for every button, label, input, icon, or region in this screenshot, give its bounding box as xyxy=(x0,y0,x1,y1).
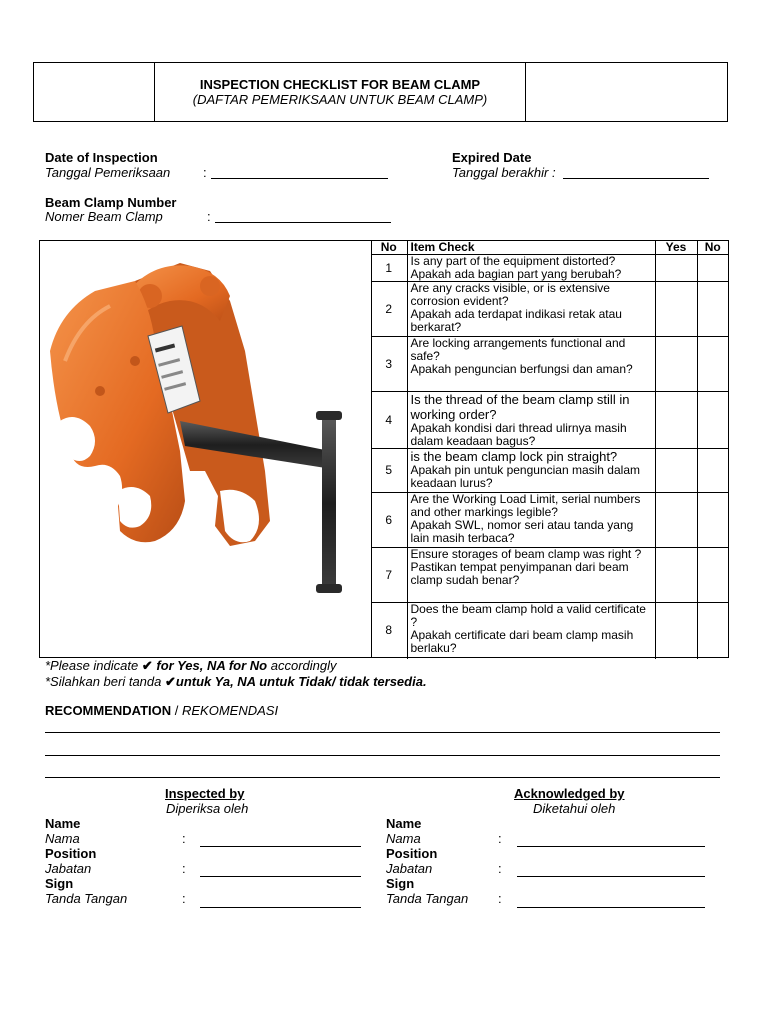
row-number: 7 xyxy=(371,548,407,603)
recommendation-label xyxy=(45,703,278,718)
recommendation-en: RECOMMENDATION xyxy=(45,703,172,718)
check-icon: ✔ xyxy=(141,658,153,673)
yes-cell[interactable] xyxy=(655,282,697,337)
item-en: Does the beam clamp hold a valid certificate ? xyxy=(410,602,646,629)
row-number: 8 xyxy=(371,603,407,659)
checklist-table xyxy=(39,240,729,658)
item-check-cell xyxy=(407,449,655,493)
sign-label: Sign xyxy=(45,876,74,891)
item-id: Apakah certificate dari beam clamp masih berlaku? xyxy=(410,628,634,655)
row-number: 5 xyxy=(371,449,407,493)
no-cell[interactable] xyxy=(697,493,728,548)
name-colon: : xyxy=(182,831,186,846)
header-box xyxy=(33,62,728,122)
number-label: Beam Clamp Number xyxy=(45,195,177,210)
position-label-id: Jabatan xyxy=(45,861,92,876)
table-row xyxy=(371,493,728,548)
item-en: is the beam clamp lock pin straight? xyxy=(410,449,618,464)
expired-label: Expired Date xyxy=(452,150,532,165)
date-colon: : xyxy=(203,165,207,180)
item-id: Apakah SWL, nomor seri atau tanda yang lain masih terbaca? xyxy=(410,518,634,545)
beam-clamp-illustration xyxy=(40,241,371,657)
row-number: 2 xyxy=(371,282,407,337)
name-label-id: Nama xyxy=(386,831,421,846)
yes-cell[interactable] xyxy=(655,449,697,493)
note-en xyxy=(45,658,337,674)
table-row xyxy=(371,603,728,659)
item-en: Is any part of the equipment distorted? xyxy=(410,254,616,268)
row-number: 3 xyxy=(371,337,407,392)
position-label: Position xyxy=(45,846,97,861)
yes-cell[interactable] xyxy=(655,392,697,449)
table-row xyxy=(371,282,728,337)
item-en: Ensure storages of beam clamp was right ? xyxy=(410,547,642,561)
table-header-row xyxy=(371,241,728,255)
col-no: No xyxy=(371,241,407,255)
position-colon: : xyxy=(182,861,186,876)
sign-colon: : xyxy=(182,891,186,906)
table-row xyxy=(371,255,728,282)
inspected-by-label-id: Diperiksa oleh xyxy=(166,801,249,816)
item-check-cell xyxy=(407,392,655,449)
recommendation-line-3[interactable] xyxy=(45,777,720,778)
position-label-id: Jabatan xyxy=(386,861,433,876)
name-colon: : xyxy=(498,831,502,846)
recommendation-line-1[interactable] xyxy=(45,732,720,733)
number-label-id: Nomer Beam Clamp xyxy=(45,209,163,224)
note-en-bold: for Yes, NA for No xyxy=(152,658,268,673)
expired-label-id: Tanggal berakhir : xyxy=(452,165,556,180)
number-field[interactable] xyxy=(215,222,391,223)
item-check-cell xyxy=(407,493,655,548)
row-number: 1 xyxy=(371,255,407,282)
note-en-pre: *Please indicate xyxy=(45,658,142,673)
no-cell[interactable] xyxy=(697,603,728,659)
check-icon: ✔ xyxy=(164,674,176,689)
item-en: Are any cracks visible, or is extensive corrosion evident? xyxy=(410,281,610,308)
acknowledger-position-field[interactable] xyxy=(517,876,705,877)
inspected-by-label: Inspected by xyxy=(165,786,245,801)
position-label: Position xyxy=(386,846,438,861)
inspector-sign-field[interactable] xyxy=(200,907,361,908)
row-number: 4 xyxy=(371,392,407,449)
col-no-answer: No xyxy=(697,241,728,255)
table-row xyxy=(371,337,728,392)
item-id: Apakah pin untuk penguncian masih dalam keadaan lurus? xyxy=(410,463,640,490)
page-title: INSPECTION CHECKLIST FOR BEAM CLAMP xyxy=(199,77,481,92)
recommendation-sep: / xyxy=(171,703,182,718)
item-check-cell xyxy=(407,603,655,659)
code-cell xyxy=(526,63,727,121)
acknowledged-by-label: Acknowledged by xyxy=(514,786,625,801)
yes-cell[interactable] xyxy=(655,255,697,282)
recommendation-id: REKOMENDASI xyxy=(181,703,279,718)
no-cell[interactable] xyxy=(697,255,728,282)
no-cell[interactable] xyxy=(697,392,728,449)
date-label: Date of Inspection xyxy=(45,150,158,165)
acknowledger-name-field[interactable] xyxy=(517,846,705,847)
title-cell xyxy=(155,63,526,121)
yes-cell[interactable] xyxy=(655,548,697,603)
item-check-cell xyxy=(407,548,655,603)
yes-cell[interactable] xyxy=(655,603,697,659)
note-id-pre: *Silahkan beri tanda xyxy=(45,674,165,689)
table-row xyxy=(371,449,728,493)
sign-label: Sign xyxy=(386,876,415,891)
item-check-cell xyxy=(407,337,655,392)
beam-clamp-image xyxy=(40,241,372,657)
item-en: Are locking arrangements functional and safe? xyxy=(410,336,626,363)
item-check-cell xyxy=(407,282,655,337)
item-id: Pastikan tempat penyimpanan dari beam clamp sudah benar? xyxy=(410,560,629,587)
date-label-id: Tanggal Pemeriksaan xyxy=(45,165,171,180)
sign-colon: : xyxy=(498,891,502,906)
item-id: Apakah penguncian berfungsi dan aman? xyxy=(410,362,633,376)
number-colon: : xyxy=(207,209,211,224)
table-row xyxy=(371,392,728,449)
yes-cell[interactable] xyxy=(655,337,697,392)
expired-field[interactable] xyxy=(563,178,709,179)
item-en: Are the Working Load Limit, serial numbers and other markings legible? xyxy=(410,492,641,519)
item-en: Is the thread of the beam clamp still in working order? xyxy=(410,392,630,422)
sign-label-id: Tanda Tangan xyxy=(45,891,128,906)
item-id: Apakah ada terdapat indikasi retak atau berkarat? xyxy=(410,307,622,334)
inspector-position-field[interactable] xyxy=(200,876,361,877)
name-label-id: Nama xyxy=(45,831,80,846)
date-field[interactable] xyxy=(211,178,388,179)
no-cell[interactable] xyxy=(697,282,728,337)
no-cell[interactable] xyxy=(697,337,728,392)
item-id: Apakah kondisi dari thread ulirnya masih dalam keadaan bagus? xyxy=(410,421,627,448)
no-cell[interactable] xyxy=(697,449,728,493)
col-item-check: Item Check xyxy=(407,241,655,255)
name-label: Name xyxy=(45,816,81,831)
row-number: 6 xyxy=(371,493,407,548)
logo-cell xyxy=(34,63,155,121)
page-subtitle: (DAFTAR PEMERIKSAAN UNTUK BEAM CLAMP) xyxy=(192,92,488,107)
position-colon: : xyxy=(498,861,502,876)
item-id: Apakah ada bagian part yang berubah? xyxy=(410,267,622,281)
note-id xyxy=(45,674,427,690)
note-en-post: accordingly xyxy=(267,658,337,673)
checklist-grid xyxy=(371,241,728,659)
name-label: Name xyxy=(386,816,422,831)
yes-cell[interactable] xyxy=(655,493,697,548)
acknowledged-by-label-id: Diketahui oleh xyxy=(533,801,616,816)
note-id-bold: untuk Ya, NA untuk Tidak/ tidak tersedia. xyxy=(175,674,427,689)
table-row xyxy=(371,548,728,603)
acknowledger-sign-field[interactable] xyxy=(517,907,705,908)
item-check-cell xyxy=(407,255,655,282)
no-cell[interactable] xyxy=(697,548,728,603)
col-yes: Yes xyxy=(655,241,697,255)
sign-label-id: Tanda Tangan xyxy=(386,891,469,906)
recommendation-line-2[interactable] xyxy=(45,755,720,756)
inspector-name-field[interactable] xyxy=(200,846,361,847)
